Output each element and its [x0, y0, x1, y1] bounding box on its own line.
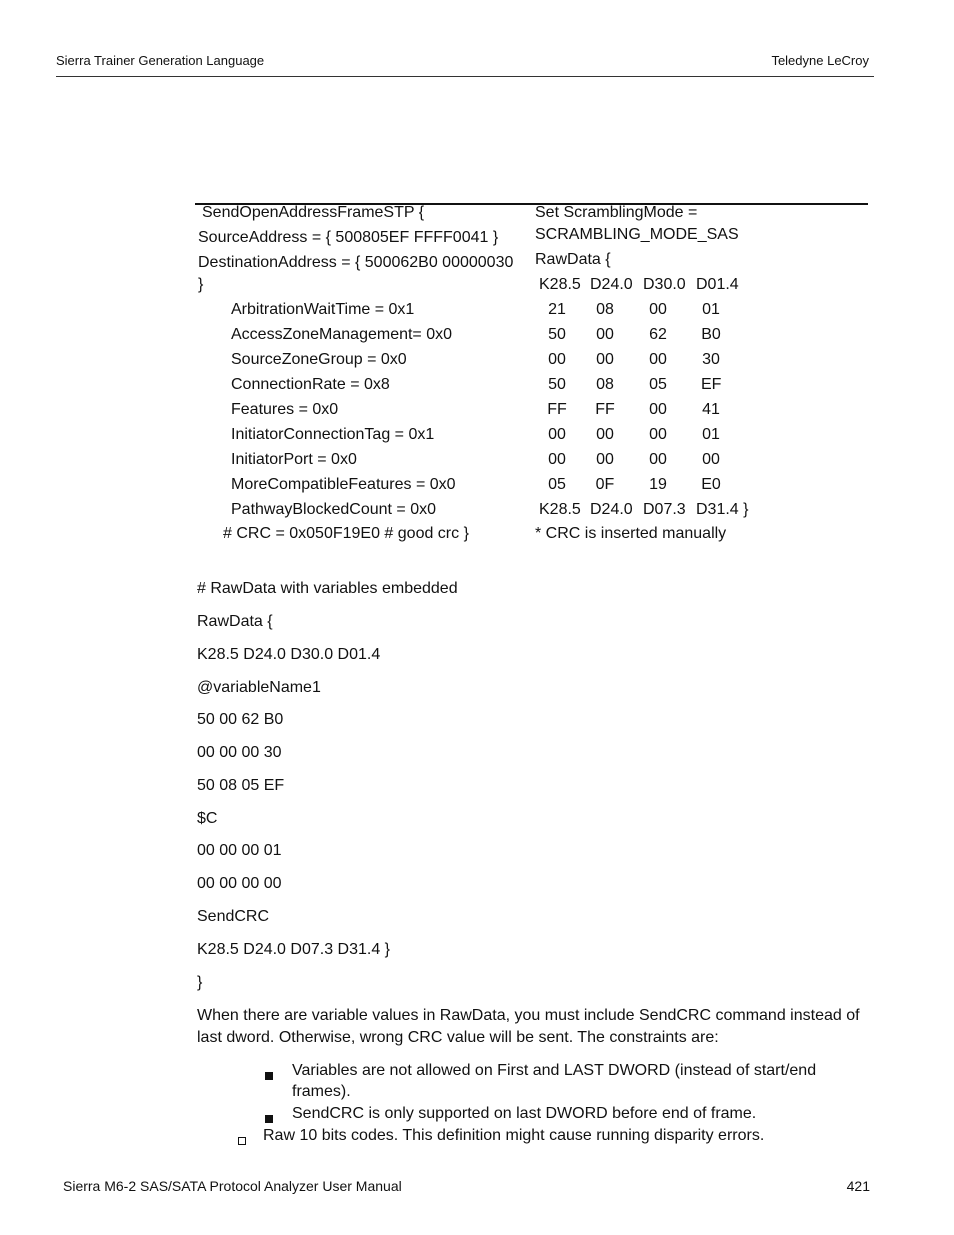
table-left-line: DestinationAddress = { 500062B0 00000030: [198, 254, 514, 271]
code-line: K28.5 D24.0 D30.0 D01.4: [197, 646, 381, 663]
code-line: K28.5 D24.0 D07.3 D31.4 }: [197, 941, 391, 958]
checkbox-item: Raw 10 bits codes. This definition might cause running disparity errors.: [263, 1127, 765, 1144]
hex-cell: 19: [649, 476, 667, 493]
code-line: # RawData with variables embedded: [197, 580, 458, 597]
code-line: SendCRC: [197, 908, 270, 925]
code-line: 00 00 00 00: [197, 875, 282, 892]
hex-cell: 00: [596, 351, 614, 368]
table-left-line: InitiatorConnectionTag = 0x1: [231, 426, 435, 443]
hex-cell: 21: [548, 301, 566, 318]
hex-cell: 01: [702, 426, 720, 443]
hex-cell: 01: [702, 301, 720, 318]
hex-cell: 08: [596, 301, 614, 318]
hex-footer-cell: D31.4 }: [696, 501, 749, 518]
hex-cell: 00: [596, 426, 614, 443]
table-left-line: ConnectionRate = 0x8: [231, 376, 390, 393]
hex-header-cell: D24.0: [590, 276, 633, 293]
table-right-line: SCRAMBLING_MODE_SAS: [535, 226, 739, 243]
code-line: 50 08 05 EF: [197, 777, 285, 794]
hex-cell: 00: [649, 451, 667, 468]
hex-cell: 00: [548, 451, 566, 468]
table-left-line: SourceZoneGroup = 0x0: [231, 351, 407, 368]
table-left-line: MoreCompatibleFeatures = 0x0: [231, 476, 456, 493]
hex-cell: FF: [547, 401, 567, 418]
hex-cell: B0: [701, 326, 721, 343]
table-left-line: InitiatorPort = 0x0: [231, 451, 357, 468]
table-left-line: ArbitrationWaitTime = 0x1: [231, 301, 415, 318]
table-right-line: Set ScramblingMode =: [535, 204, 698, 221]
hex-header-cell: K28.5: [539, 276, 581, 293]
hex-cell: 00: [649, 401, 667, 418]
table-left-line: AccessZoneManagement= 0x0: [231, 326, 453, 343]
hex-cell: 00: [596, 326, 614, 343]
hex-cell: 00: [649, 301, 667, 318]
hex-cell: 00: [596, 451, 614, 468]
running-header-right: Teledyne LeCroy: [771, 53, 869, 68]
hex-cell: 00: [702, 451, 720, 468]
hex-cell: EF: [701, 376, 722, 393]
hex-footer-cell: D24.0: [590, 501, 633, 518]
footer-left: Sierra M6-2 SAS/SATA Protocol Analyzer User Manual: [63, 1178, 402, 1194]
hex-header-cell: D01.4: [696, 276, 739, 293]
hex-cell: 41: [702, 401, 720, 418]
code-line: }: [197, 974, 203, 991]
square-bullet-icon: [265, 1067, 273, 1085]
hex-cell: 00: [548, 351, 566, 368]
hex-cell: 62: [649, 326, 667, 343]
code-line: @variableName1: [197, 679, 321, 696]
code-line: RawData {: [197, 613, 273, 630]
table-left-line: SendOpenAddressFrameSTP {: [202, 204, 425, 221]
hex-cell: FF: [595, 401, 615, 418]
table-left-line: SourceAddress = { 500805EF FFFF0041 }: [198, 229, 499, 246]
code-line: 00 00 00 01: [197, 842, 282, 859]
hex-cell: 05: [548, 476, 566, 493]
checkbox-bullet-icon: [238, 1132, 246, 1150]
code-line: 50 00 62 B0: [197, 711, 284, 728]
hex-cell: 30: [702, 351, 720, 368]
hex-footer-cell: D07.3: [643, 501, 686, 518]
code-line: 00 00 00 30: [197, 744, 282, 761]
code-line: $C: [197, 810, 218, 827]
hex-cell: 08: [596, 376, 614, 393]
table-left-line: # CRC = 0x050F19E0 # good crc }: [223, 525, 469, 542]
hex-cell: 50: [548, 376, 566, 393]
page-number: 421: [846, 1178, 870, 1194]
hex-cell: 00: [649, 426, 667, 443]
hex-cell: 0F: [595, 476, 615, 493]
crc-note: * CRC is inserted manually: [535, 525, 727, 542]
table-right-line: RawData {: [535, 251, 611, 268]
bullet-item: Variables are not allowed on First and LAST DWORD (instead of start/end frames).: [292, 1062, 817, 1100]
hex-cell: 05: [649, 376, 667, 393]
hex-cell: 00: [548, 426, 566, 443]
hex-header-cell: D30.0: [643, 276, 686, 293]
table-left-line: PathwayBlockedCount = 0x0: [231, 501, 437, 518]
header-divider: [56, 76, 874, 77]
bullet-item: SendCRC is only supported on last DWORD before end of frame.: [292, 1105, 757, 1122]
hex-cell: E0: [701, 476, 721, 493]
hex-footer-cell: K28.5: [539, 501, 581, 518]
hex-cell: 00: [649, 351, 667, 368]
hex-cell: 50: [548, 326, 566, 343]
table-left-line: Features = 0x0: [231, 401, 339, 418]
running-header-left: Sierra Trainer Generation Language: [56, 53, 265, 68]
table-left-line: }: [198, 276, 204, 293]
body-paragraph: When there are variable values in RawData, you must include SendCRC command instead of last dword. Otherwise, wrong CRC value will be sent. The constraints are:: [197, 1007, 860, 1046]
